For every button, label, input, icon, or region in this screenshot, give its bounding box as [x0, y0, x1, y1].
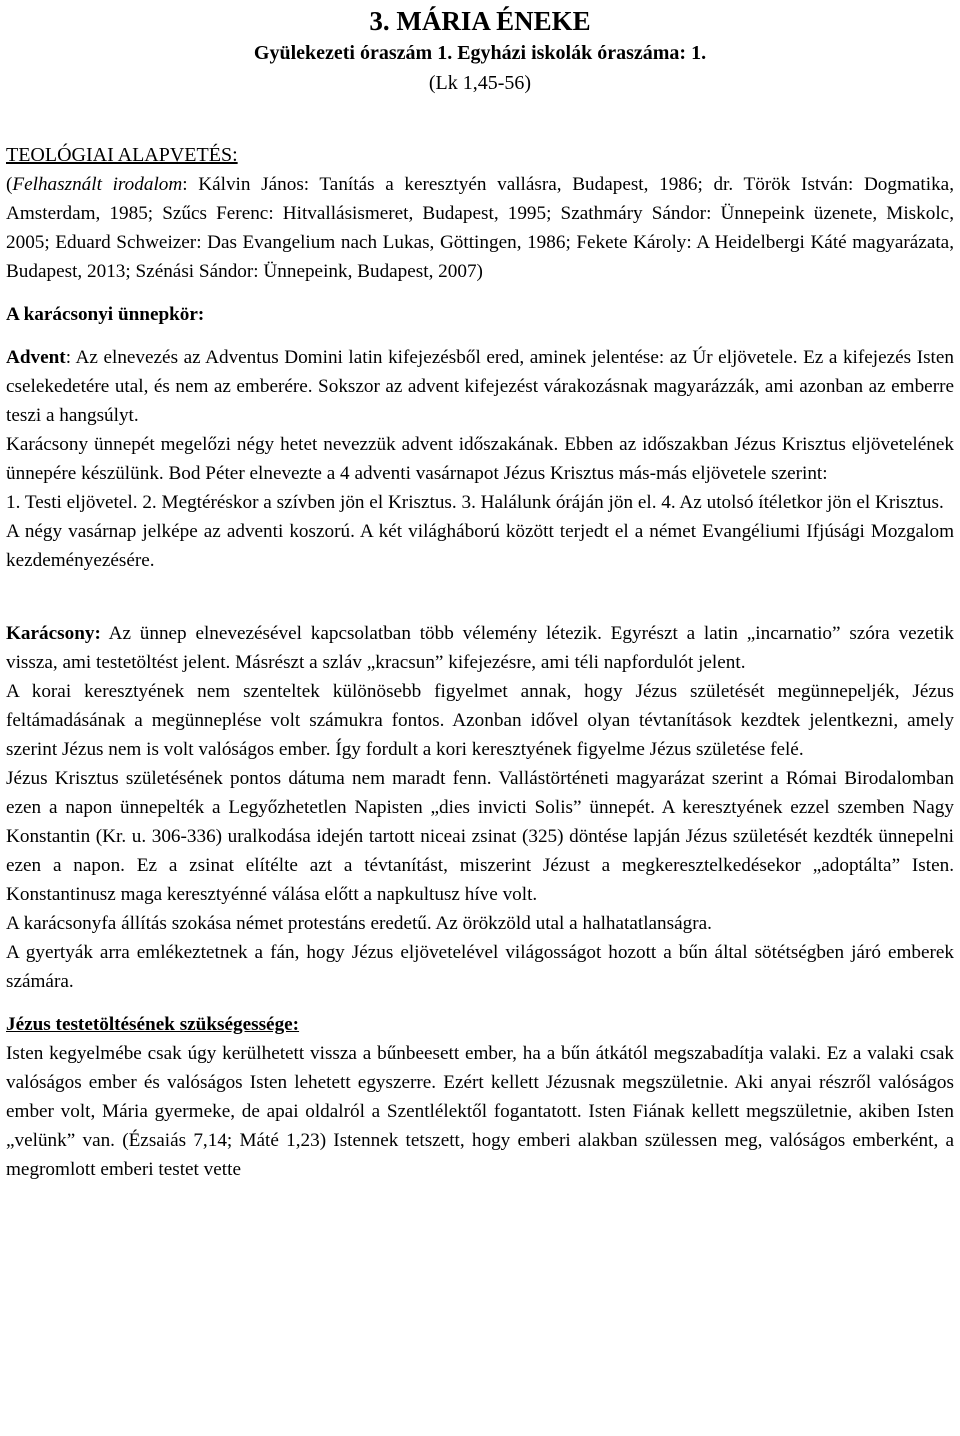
advent-label: Advent: [6, 347, 66, 368]
document-header: [6, 0, 954, 98]
advent-paragraph: [6, 343, 954, 430]
spacer: [6, 329, 954, 343]
christmas-name-text: Az ünnep elnevezésével kapcsolatban több vélemény létezik. Egyrészt a latin „incarnatio” szóra vezetik vissza, ami testetöltést jelent. Másrészt a szláv „kracsun” kifejezésre, ami téli napfordulót jelent.: [6, 623, 954, 673]
page-title: 3. MÁRIA ÉNEKE: [369, 6, 591, 36]
christmas-cycle-heading: A karácsonyi ünnepkör:: [6, 304, 205, 325]
advent-text: : Az elnevezés az Adventus Domini latin kifejezésből ered, aminek jelentése: az Úr eljövetele. Ez a kifejezés Isten cselekedetére utal, és nem az emberére. Sokszor az advent kifejezést várakozásnak magyarázzák, ami azonban az emberre teszi a hangsúlyt.: [6, 347, 954, 426]
sources-paragraph: [6, 170, 954, 286]
spacer: [6, 98, 954, 140]
spacer: [6, 575, 954, 619]
advent-weeks-paragraph: Karácsony ünnepét megelőzi négy hetet nevezzük advent időszakának. Ebben az időszakban Jézus Krisztus eljövetelének ünnepére készülünk. Bod Péter elnevezte a 4 adventi vasárnapot Jézus Krisztus más-más eljövetele szerint:: [6, 434, 954, 484]
sources-label: Felhasznált irodalom: [12, 174, 183, 195]
lesson-hours: Gyülekezeti óraszám 1. Egyházi iskolák óraszáma: 1.: [253, 42, 707, 64]
incarnation-paragraph: Isten kegyelmébe csak úgy kerülhetett vissza a bűnbeesett ember, ha a bűn átkától megszabadítja valaki. Ez a valaki csak valóságos ember és valóságos Isten lehetett egyszerre. Ezért kellett Jézusnak megszületnie. Aki anyai részről valóságos ember volt, Mária gyermeke, de apai oldalról a Szentlélektől fogantatott. Isten Fiának kellett megszületnie, akiben Isten „velünk” van. (Ézsaiás 7,14; Máté 1,23) Istennek tetszett, hogy emberi alakban szülessen meg, valóságos emberként, a megromlott emberi testet vette: [6, 1043, 954, 1180]
candles-paragraph: A gyertyák arra emlékeztetnek a fán, hogy Jézus eljövetelével világosságot hozott a bűn által sötétségben járó emberek számára.: [6, 942, 954, 992]
advent-sundays-list: 1. Testi eljövetel. 2. Megtéréskor a szívben jön el Krisztus. 3. Halálunk óráján jön el. 4. Az utolsó ítéletkor jön el Krisztus.: [6, 492, 944, 513]
sources-open: (: [6, 174, 13, 195]
theology-heading: TEOLÓGIAI ALAPVETÉS:: [6, 144, 238, 166]
bible-reference: (Lk 1,45-56): [428, 72, 532, 94]
advent-wreath-paragraph: A négy vasárnap jelképe az adventi koszorú. A két világháború között terjedt el a német Evangéliumi Ifjúsági Mozgalom kezdeményezésére.: [6, 521, 954, 571]
christmas-tree-paragraph: A karácsonyfa állítás szokása német protestáns eredetű. Az örökzöld utal a halhatatlanságra.: [6, 913, 712, 934]
christmas-name-paragraph: [6, 619, 954, 677]
spacer: [6, 996, 954, 1010]
birth-date-paragraph: Jézus Krisztus születésének pontos dátuma nem maradt fenn. Vallástörténeti magyarázat szerint a Római Birodalomban ezen a napon ünnepelték a Legyőzhetetlen Napisten „dies invicti Solis” ünnepét. A keresztyének ezzel szemben Nagy Konstantin (Kr. u. 306-336) uralkodása idején tartott niceai zsinat (325) döntése lapján Jézus születését kezdték ünnepelni ezen a napon. Ez a zsinat elítélte azt a tévtanítást, miszerint Jézust a megkeresztelkedésekor „adoptálta” Isten. Konstantinusz maga keresztyénné válása előtt a napkultusz híve volt.: [6, 768, 954, 905]
incarnation-heading: Jézus testetöltésének szükségessége:: [6, 1014, 300, 1035]
sources-text: Kálvin János: Tanítás a keresztyén vallásra, Budapest, 1986; dr. Török István: Dogmatika, Amsterdam, 1985; Szűcs Ferenc: Hitvallásismeret, Budapest, 1995; Szathmáry Sándor: Ünnepeink üzenete, Miskolc, 2005; Eduard Schweizer: Das Evangelium nach Lukas, Göttingen, 1986; Fekete Károly: A Heidelbergi Káté magyarázata, Budapest, 2013; Szénási Sándor: Ünnepeink, Budapest, 2007): [6, 174, 954, 282]
sources-colon: :: [182, 174, 188, 195]
early-christians-paragraph: A korai keresztyének nem szenteltek különösebb figyelmet annak, hogy Jézus születését megünnepeljék, Jézus feltámadásának a megünneplése volt számukra fontos. Azonban idővel olyan tévtanítások kezdtek jelentkezni, amely szerint Jézus nem is volt valóságos ember. Így fordult a kori keresztyének figyelme Jézus születése felé.: [6, 681, 954, 760]
christmas-label: Karácsony:: [6, 623, 101, 644]
spacer: [6, 286, 954, 300]
